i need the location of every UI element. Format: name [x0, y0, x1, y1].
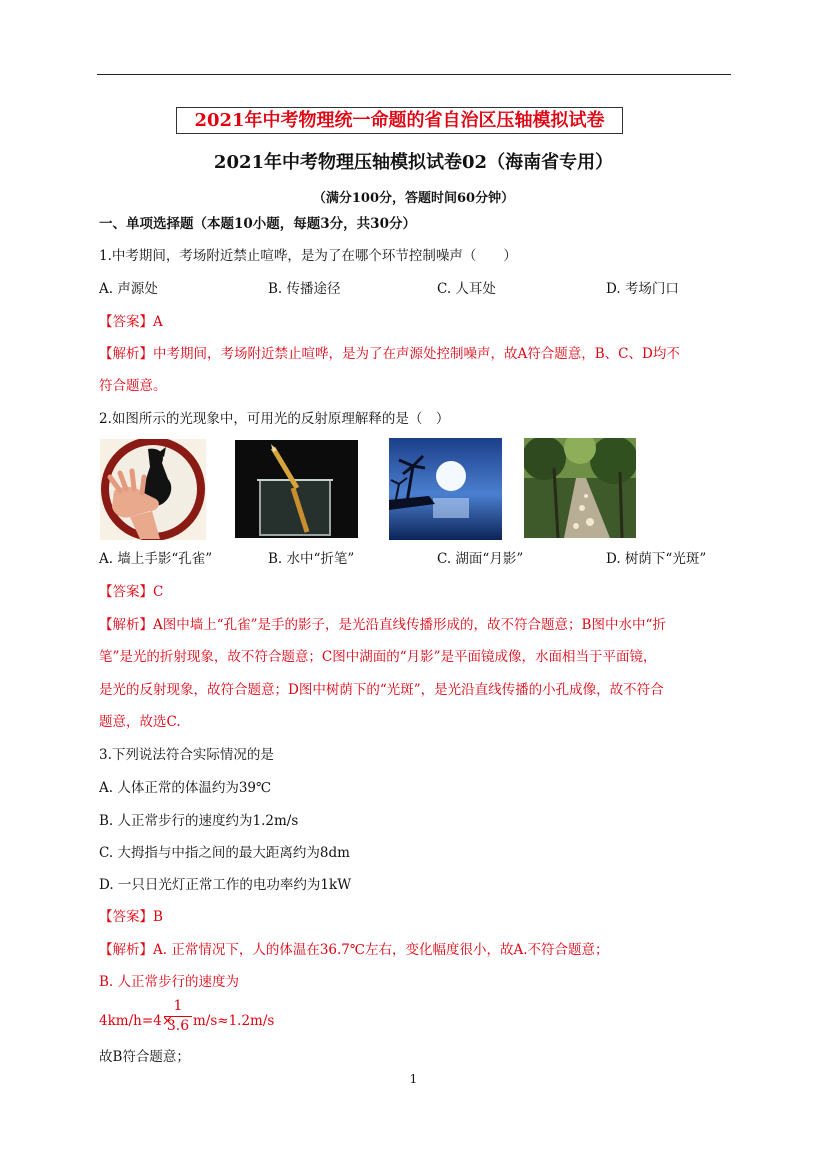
- lake-moon-image: [389, 438, 502, 540]
- q2-option-b: B. 水中“折笔”: [268, 551, 355, 567]
- page-title: 2021年中考物理压轴模拟试卷02（海南省专用）: [213, 152, 614, 173]
- q2-analysis-line-1: 【解析】A图中墙上“孔雀”是手的影子，是光沿直线传播形成的，故不符合题意；B图中水中“折: [99, 617, 666, 633]
- q2-option-c: C. 湖面“月影”: [437, 551, 524, 567]
- hand-shadow-image: [100, 439, 206, 540]
- q1-stem: 1.中考期间，考场附近禁止喧哗，是为了在哪个环节控制噪声（ ）: [99, 248, 517, 264]
- q3-analysis-line-1: 【解析】A. 正常情况下，人的体温在36.7℃左右，变化幅度很小，故A.不符合题意；: [99, 942, 609, 958]
- q3-stem: 3.下列说法符合实际情况的是: [99, 747, 274, 763]
- q1-option-c: C. 人耳处: [437, 281, 496, 297]
- answer-value: B: [153, 909, 163, 925]
- formula-fraction: [164, 998, 192, 1035]
- fraction-bar: [164, 1016, 192, 1017]
- q2-analysis-line-4: 题意，故选C.: [99, 714, 181, 730]
- q1-option-d: D. 考场门口: [606, 281, 679, 297]
- pen-in-water-image: [235, 440, 358, 538]
- header-rule: [97, 74, 731, 75]
- answer-value: A: [153, 314, 163, 330]
- q3-option-b: B. 人正常步行的速度约为1.2m/s: [99, 813, 299, 829]
- page-number: 1: [409, 1072, 418, 1086]
- q1-analysis-line-2: 符合题意。: [99, 378, 167, 394]
- q3-option-a: A. 人体正常的体温约为39℃: [99, 780, 272, 796]
- formula-denominator: 3.6: [166, 1018, 190, 1034]
- q2-option-d: D. 树荫下“光斑”: [606, 551, 707, 567]
- q1-option-b: B. 传播途径: [268, 281, 341, 297]
- exam-series-banner: 2021年中考物理统一命题的省自治区压轴模拟试卷: [176, 107, 623, 134]
- answer-label: 【答案】: [99, 314, 153, 330]
- analysis-label: 【解析】: [99, 942, 153, 958]
- q3-option-d: D. 一只日光灯正常工作的电功率约为1kW: [99, 877, 352, 893]
- analysis-label: 【解析】: [99, 617, 153, 633]
- page-subtitle: （满分100分，答题时间60分钟）: [312, 191, 515, 206]
- q3-analysis-line-2: B. 人正常步行的速度为: [99, 974, 240, 990]
- answer-value: C: [153, 584, 164, 600]
- analysis-label: 【解析】: [99, 346, 153, 362]
- answer-label: 【答案】: [99, 584, 153, 600]
- q2-analysis-line-3: 是光的反射现象，故符合题意；D图中树荫下的“光斑”，是光沿直线传播的小孔成像，故不符合: [99, 682, 664, 698]
- answer-label: 【答案】: [99, 909, 153, 925]
- q2-option-a: A. 墙上手影“孔雀”: [99, 551, 213, 567]
- formula-left: 4km/h=4×: [99, 1013, 174, 1029]
- q2-stem: 2.如图所示的光现象中，可用光的反射原理解释的是（ ）: [99, 411, 450, 427]
- formula-right: m/s≈1.2m/s: [193, 1013, 275, 1029]
- q3-analysis-line-3: 故B符合题意；: [99, 1049, 190, 1065]
- q1-option-a: A. 声源处: [99, 281, 158, 297]
- q2-answer: [99, 582, 163, 602]
- section-heading: 一、单项选择题（本题10小题，每题3分，共30分）: [99, 216, 416, 232]
- q1-answer: [99, 312, 163, 332]
- q1-analysis-line-1: 【解析】中考期间，考场附近禁止喧哗，是为了在声源处控制噪声，故A符合题意，B、C、D均不: [99, 346, 680, 362]
- formula-numerator: 1: [173, 998, 183, 1014]
- q3-option-c: C. 大拇指与中指之间的最大距离约为8dm: [99, 845, 350, 861]
- tree-shade-image: [524, 438, 636, 538]
- q3-answer: [99, 907, 163, 927]
- q2-analysis-line-2: 笔”是光的折射现象，故不符合题意；C图中湖面的“月影”是平面镜成像，水面相当于平面镜，: [99, 649, 657, 665]
